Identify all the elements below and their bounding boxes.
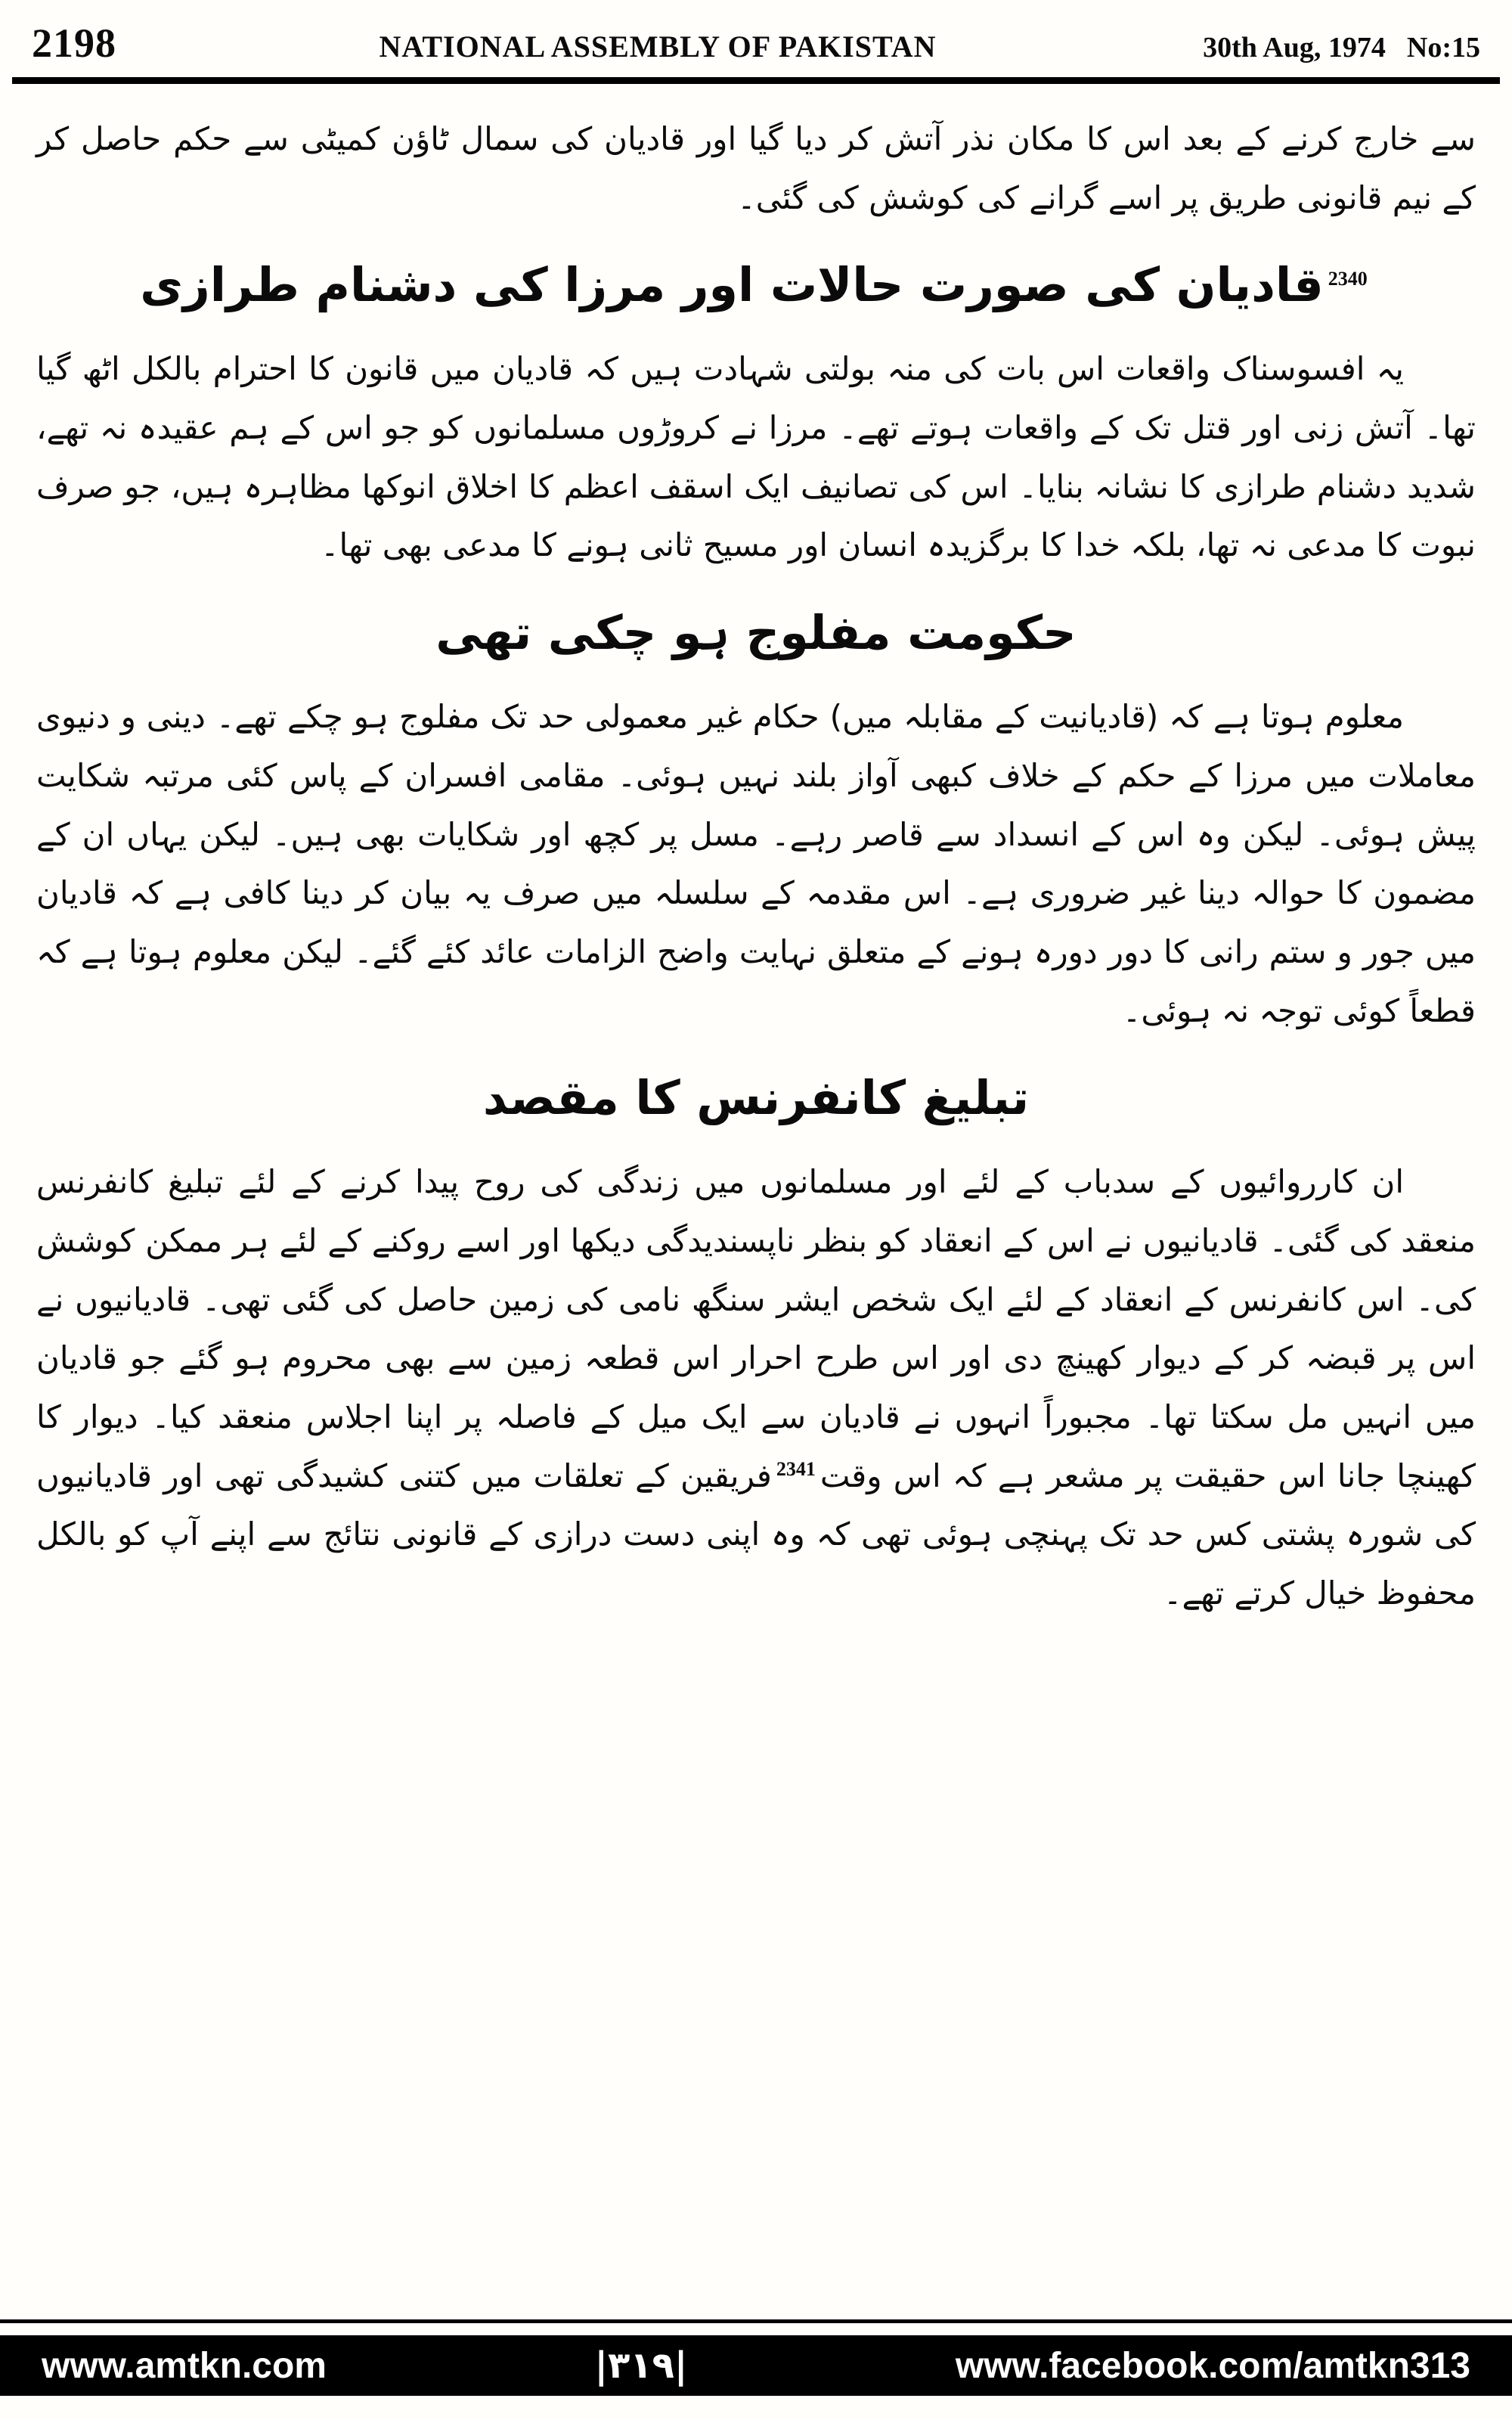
footnote-reference-2341: 2341: [776, 1457, 816, 1480]
footer-page-number-urdu: |۳۱۹|: [594, 2344, 688, 2387]
paragraph-administration: معلوم ہوتا ہے کہ (قادیانیت کے مقابلہ میں) حکام غیر معمولی حد تک مفلوج ہو چکے تھے۔ دینی و دنیوی معاملات میں مرزا کے حکم کے خلاف کبھی آواز بلند نہیں ہوئی۔ مقامی افسران کے پاس کئی مرتبہ شکایت پیش ہوئی۔ لیکن وہ اس کے انسداد سے قاصر رہے۔ مسل پر کچھ اور شکایات بھی ہیں۔ لیکن یہاں ان کے مضمون کا حوالہ دینا غیر ضروری ہے۔ اس مقدمہ کے سلسلہ میں صرف یہ بیان کر دینا کافی ہے کہ قادیان میں جور و ستم رانی کا دور دورہ ہونے کے متعلق نہایت واضح الزامات عائد کئے گئے۔ لیکن معلوم ہوتا ہے کہ قطعاً کوئی توجہ نہ ہوئی۔: [36, 698, 1476, 1029]
paragraph-conference-text-a: ان کارروائیوں کے سدباب کے لئے اور مسلمانوں میں زندگی کی روح پیدا کرنے کے لئے تبلیغ کانفرنس منعقد کی گئی۔ قادیانیوں نے اس کے انعقاد کو بنظر ناپسندیدگی دیکھا اور اسے روکنے کے لئے ہر ممکن کوشش کی۔ اس کانفرنس کے انعقاد کے لئے ایک شخص ایشر سنگھ نامی کی زمین حاصل کی گئی تھی۔ قادیانیوں نے اس پر قبضہ کر کے دیوار کھینچ دی اور اس طرح احرار اس قطعہ زمین سے بھی محروم ہو گئے جو قادیان میں انہیں مل سکتا تھا۔ مجبوراً انہوں نے قادیان سے ایک میل کے فاصلہ پر اپنا اجلاس منعقد کیا۔ دیوار کا کھینچا جانا اس حقیقت پر مشعر ہے کہ اس وقت: [36, 1163, 1476, 1494]
header-date: 30th Aug, 1974: [1203, 32, 1386, 64]
paragraph-conference: [36, 1153, 1476, 1623]
section-heading-tabligh-conference: تبلیغ کانفرنس کا مقصد: [482, 1070, 1030, 1126]
document-body: [0, 84, 1512, 2319]
page-number: 2198: [32, 20, 116, 66]
paragraph-continuation: سے خارج کرنے کے بعد اس کا مکان نذر آتش کر دیا گیا اور قادیان کی سمال ٹاؤن کمیٹی سے حکم حاصل کر کے نیم قانونی طریق پر اسے گرانے کی کوشش کی گئی۔: [36, 120, 1476, 216]
paragraph-incidents: یہ افسوسناک واقعات اس بات کی منہ بولتی شہادت ہیں کہ قادیان میں قانون کا احترام بالکل اٹھ گیا تھا۔ آتش زنی اور قتل تک کے واقعات ہوتے تھے۔ مرزا نے کروڑوں مسلمانوں کو جو اس کے ہم عقیدہ نہ تھے، شدید دشنام طرازی کا نشانہ بنایا۔ اس کی تصانیف ایک اسقف اعظم کا اخلاق انوکھا مظاہرہ ہیں، جو صرف نبوت کا مدعی نہ تھا، بلکہ خدا کا برگزیدہ انسان اور مسیح ثانی ہونے کا مدعی بھی تھا۔: [36, 350, 1476, 564]
header-date-issue: [1057, 31, 1480, 64]
section-heading-government-paralyzed: حکومت مفلوج ہو چکی تھی: [435, 605, 1077, 661]
footer-website-url: www.amtkn.com: [42, 2345, 327, 2386]
page-footer: [0, 2319, 1512, 2420]
header-divider-rule: [12, 77, 1500, 84]
header-issue-number: No:15: [1406, 32, 1480, 64]
page-header: [0, 0, 1512, 73]
footnote-reference-2340: 2340: [1328, 267, 1368, 290]
footer-bar: [0, 2335, 1512, 2396]
paragraph-conference-text-b: فریقین کے تعلقات میں کتنی کشیدگی تھی اور قادیانیوں کی شورہ پشتی کس حد تک پہنچی ہوئی تھی کہ وہ اپنی دست درازی کے قانونی نتائج سے اپنے آپ کو بالکل محفوظ خیال کرتے تھے۔: [36, 1457, 1476, 1612]
section-heading-qadian-situation: [36, 250, 1476, 320]
footer-facebook-url: www.facebook.com/amtkn313: [955, 2345, 1470, 2386]
header-title: NATIONAL ASSEMBLY OF PAKISTAN: [379, 29, 937, 64]
footer-divider-rule: [0, 2319, 1512, 2323]
section-heading-text: قادیان کی صورت حالات اور مرزا کی دشنام طرازی: [140, 257, 1324, 313]
